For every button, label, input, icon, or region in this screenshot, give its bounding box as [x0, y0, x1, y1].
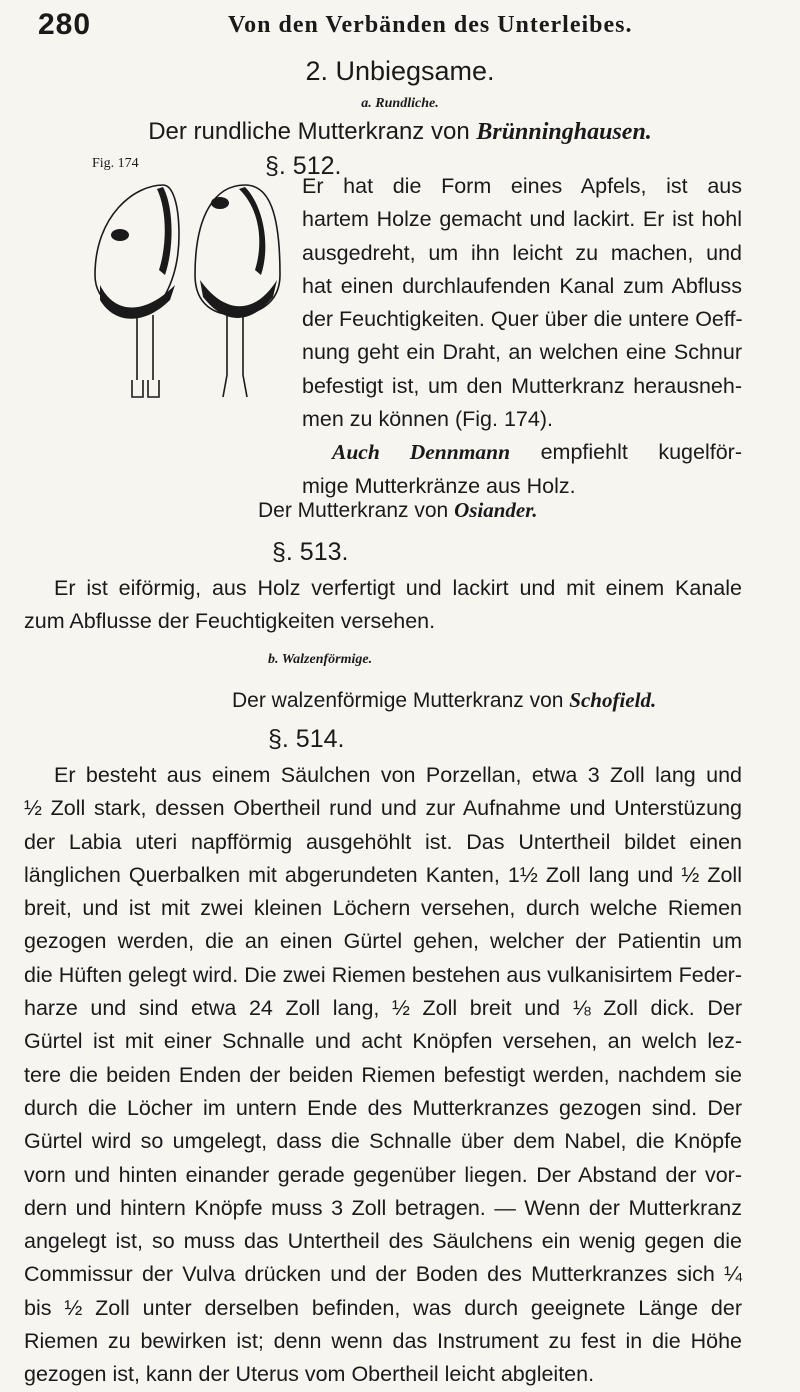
text-line: durch die Löcher im untern Ende des Mutterkranzes gezogen sind. Der	[24, 1095, 742, 1120]
text-line: die Hüften gelegt wird. Die zwei Riemen bestehen aus vulkanisirtem Feder-	[24, 962, 742, 987]
paragraph-number-512: §. 512.	[265, 152, 342, 180]
page-number: 280	[38, 8, 92, 41]
text-line-rest: empfiehlt kugelför-	[540, 440, 742, 465]
title-text: Der rundliche Mutterkranz von	[148, 118, 477, 145]
text-line: mige Mutterkränze aus Holz.	[302, 473, 576, 498]
text-line: angelegt ist, so muss das Untertheil des Säulchens ein wenig gegen die	[24, 1229, 742, 1254]
title-schofield	[232, 688, 656, 713]
title-osiander	[258, 498, 538, 523]
text-line: bis ½ Zoll unter derselben befinden, was durch geeignete Länge der	[24, 1295, 742, 1320]
text-line: zum Abflusse der Feuchtigkeiten versehen.	[24, 609, 436, 634]
text-line: befestigt ist, um den Mutterkranz herausneh-	[302, 373, 742, 398]
title-text: Der Mutterkranz von	[258, 499, 455, 522]
text-line: gezogen werden, die an einen Gürtel gehen, welcher der Patientin um	[24, 929, 742, 954]
author-dennmann: Auch Dennmann	[332, 440, 511, 465]
text-line: hartem Holze gemacht und lackirt. Er ist hohl	[302, 207, 742, 232]
text-line: tere die beiden Enden der beiden Riemen befestigt werden, nachdem sie	[24, 1062, 742, 1087]
text-line: der Labia uteri napfförmig ausgehöhlt ist. Das Untertheil bildet einen	[24, 829, 742, 854]
text-line: Riemen zu bewirken ist; denn wenn das Instrument zu fest in die Höhe	[24, 1329, 742, 1354]
text-line: Gürtel wird so umgelegt, dass die Schnalle über dem Nabel, die Knöpfe	[24, 1129, 742, 1154]
subsection-heading-walzenfoermige: b. Walzenförmige.	[268, 652, 373, 667]
text-line: dern und hintern Knöpfe muss 3 Zoll betragen. — Wenn der Mutterkranz	[24, 1195, 742, 1220]
text-line: Er ist eiförmig, aus Holz verfertigt und lackirt und mit einem Kanale	[54, 576, 742, 600]
text-line: Gürtel ist mit einer Schnalle und acht Knöpfen versehen, an welch lez-	[24, 1029, 742, 1054]
text-line: Er hat die Form eines Apfels, ist aus	[302, 174, 742, 198]
text-line: ½ Zoll stark, dessen Obertheil rund und zur Aufnahme und Unterstüzung	[24, 796, 742, 821]
paragraph-512-text	[302, 170, 742, 503]
text-line: Commissur der Vulva drücken und der Boden des Mutterkranzes sich ¼	[24, 1262, 742, 1287]
title-author: Brünninghausen.	[476, 119, 652, 145]
text-line: gezogen ist, kann der Uterus vom Obertheil leicht abgleiten.	[24, 1362, 595, 1387]
text-line: ausgedreht, um ihn leicht zu machen, und	[302, 240, 742, 265]
paragraph-number-513: §. 513.	[272, 538, 349, 566]
paragraph-514-text	[24, 759, 742, 1392]
text-line: nung geht ein Draht, an welchen eine Schnur	[302, 340, 742, 365]
section-heading-unbiegsame: 2. Unbiegsame.	[305, 56, 495, 86]
text-line-dennmann	[302, 436, 742, 469]
figure-pessary-illustration	[85, 175, 285, 400]
page-header	[38, 8, 758, 48]
title-author: Osiander.	[454, 498, 538, 522]
title-text: Der walzenförmige Mutterkranz von	[232, 689, 570, 712]
text-line: hat einen durchlaufenden Kanal zum Abfluss	[302, 273, 742, 298]
title-author: Schofield.	[569, 688, 657, 712]
text-line: der Feuchtigkeiten. Quer über die untere Oeff-	[302, 307, 743, 332]
paragraph-513-text	[24, 572, 742, 639]
text-line: harze und sind etwa 24 Zoll lang, ½ Zoll breit und ⅛ Zoll dick. Der	[24, 996, 742, 1021]
title-bruenninghausen	[0, 118, 800, 146]
text-line: länglichen Querbalken mit abgerundeten Kanten, 1½ Zoll lang und ½ Zoll	[24, 862, 742, 887]
figure-label: Fig. 174	[92, 156, 139, 171]
text-line: breit, und ist mit zwei kleinen Löchern versehen, durch welche Riemen	[24, 896, 742, 921]
paragraph-number-514: §. 514.	[268, 725, 345, 753]
subsection-heading-rundliche: a. Rundliche.	[361, 96, 439, 111]
text-line: vorn und hinten einander gerade gegenüber liegen. Der Abstand der vor-	[24, 1162, 742, 1187]
running-title: Von den Verbänden des Unterleibes.	[228, 12, 633, 38]
text-line: men zu können (Fig. 174).	[302, 407, 553, 432]
text-line: Er besteht aus einem Säulchen von Porzellan, etwa 3 Zoll lang und	[54, 763, 742, 787]
